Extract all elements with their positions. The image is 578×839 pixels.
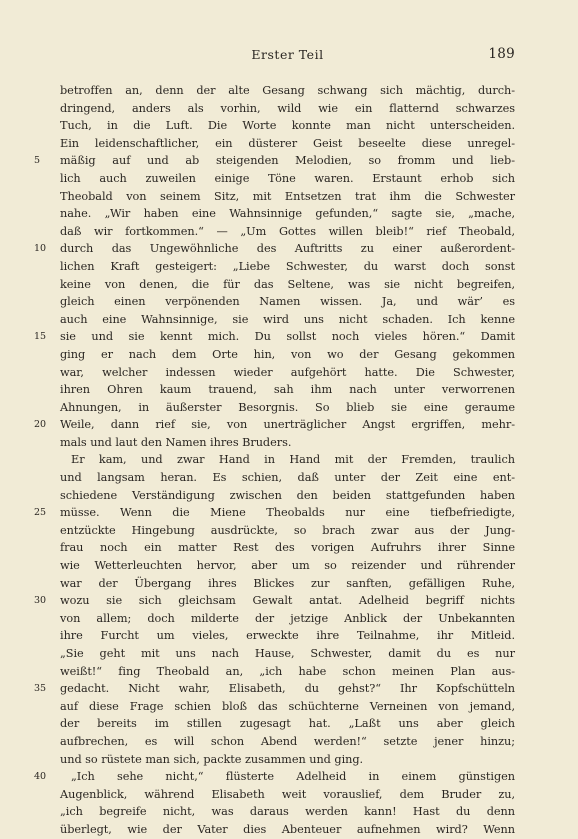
text-line xyxy=(60,733,515,751)
text-line xyxy=(60,399,515,417)
text-line xyxy=(60,293,515,311)
text-line xyxy=(60,751,515,769)
line-text: Ein leidenschaftlicher, ein düsterer Geist beseelte diese unregel- xyxy=(60,136,515,150)
line-number: 15 xyxy=(34,331,46,343)
text-line xyxy=(60,381,515,399)
text-line xyxy=(34,592,515,610)
text-line xyxy=(34,768,515,786)
line-text: Augenblick, während Elisabeth weit vorauslief, dem Bruder zu, xyxy=(60,787,515,801)
body-text xyxy=(34,82,515,839)
text-line xyxy=(60,223,515,241)
line-text: Er kam, und zwar Hand in Hand mit der Fremden, traulich xyxy=(71,453,515,467)
page-header xyxy=(60,47,515,65)
text-line xyxy=(60,346,515,364)
text-line xyxy=(60,311,515,329)
line-text: nahe. „Wir haben eine Wahnsinnige gefunden,“ sagte sie, „mache, xyxy=(60,207,515,221)
text-line xyxy=(60,487,515,505)
text-line xyxy=(60,645,515,663)
text-line xyxy=(60,715,515,733)
line-text: der bereits im stillen zugesagt hat. „Laßt uns aber gleich xyxy=(60,717,515,731)
line-text: Tuch, in die Luft. Die Worte konnte man nicht unterscheiden. xyxy=(60,119,515,133)
line-text: mäßig auf und ab steigenden Melodien, so fromm und lieb- xyxy=(60,154,515,168)
line-text: gleich einen verpönenden Namen wissen. Ja, und wär’ es xyxy=(60,295,515,309)
line-text: Theobald von seinem Sitz, mit Entsetzen trat ihm die Schwester xyxy=(60,189,515,203)
line-text: wie Wetterleuchten hervor, aber um so reizender und rührender xyxy=(60,559,515,573)
text-line xyxy=(60,100,515,118)
line-text: betroffen an, denn der alte Gesang schwang sich mächtig, durch- xyxy=(60,84,515,97)
line-text: lich auch zuweilen einige Töne waren. Erstaunt erhob sich xyxy=(60,171,515,185)
line-text: ging er nach dem Orte hin, von wo der Gesang gekommen xyxy=(60,347,515,361)
line-text: ihren Ohren kaum trauend, sah ihm nach unter verworrenen xyxy=(60,383,515,397)
text-line xyxy=(60,469,515,487)
text-line xyxy=(34,416,515,434)
line-text: gedacht. Nicht wahr, Elisabeth, du gehst?“ Ihr Kopfschütteln xyxy=(60,682,515,696)
text-line xyxy=(34,504,515,522)
text-line xyxy=(60,557,515,575)
text-line xyxy=(60,170,515,188)
text-line xyxy=(60,258,515,276)
page-number: 189 xyxy=(488,46,515,62)
line-text: „Sie geht mit uns nach Hause, Schwester, damit du es nur xyxy=(60,647,515,660)
line-text: „ich begreife nicht, was daraus werden kann! Hast du denn xyxy=(60,805,515,819)
text-line xyxy=(60,117,515,135)
line-text: und langsam heran. Es schien, daß unter der Zeit eine ent- xyxy=(60,471,515,485)
line-number: 20 xyxy=(34,419,46,431)
text-line xyxy=(60,610,515,628)
line-text: aufbrechen, es will schon Abend werden!“ setzte jener hinzu; xyxy=(60,734,515,748)
text-line xyxy=(60,135,515,153)
text-line xyxy=(34,240,515,258)
text-line xyxy=(60,364,515,382)
line-text: auch eine Wahnsinnige, sie wird uns nicht schaden. Ich kenne xyxy=(60,312,515,326)
line-text: dringend, anders als vorhin, wild wie ein flatternd schwarzes xyxy=(60,101,515,115)
line-text: mals und laut den Namen ihres Bruders. xyxy=(60,435,292,449)
line-text: frau noch ein matter Rest des vorigen Aufruhrs ihrer Sinne xyxy=(60,541,515,555)
line-number: 5 xyxy=(34,155,40,167)
line-text: ihre Furcht um vieles, erweckte ihre Teilnahme, ihr Mitleid. xyxy=(60,629,515,643)
line-number: 25 xyxy=(34,507,46,519)
text-line xyxy=(60,522,515,540)
line-text: müsse. Wenn die Miene Theobalds nur eine tiefbefriedigte, xyxy=(60,506,515,520)
line-text: Weile, dann rief sie, von unerträglicher Angst ergriffen, mehr- xyxy=(60,418,515,432)
line-text: war, welcher indessen wieder aufgehört hatte. Die Schwester, xyxy=(60,365,515,379)
line-text: und so rüstete man sich, packte zusammen und ging. xyxy=(60,752,364,766)
text-line xyxy=(60,451,515,469)
text-line xyxy=(60,803,515,821)
text-line xyxy=(60,698,515,716)
line-text: daß wir fortkommen.“ — „Um Gottes willen bleib!“ rief Theobald, xyxy=(60,224,515,238)
line-number: 35 xyxy=(34,683,46,695)
text-line xyxy=(60,276,515,294)
text-line xyxy=(60,786,515,804)
running-title: Erster Teil xyxy=(251,47,324,62)
line-number: 10 xyxy=(34,243,46,255)
line-text: „Ich sehe nicht,“ flüsterte Adelheid in einem günstigen xyxy=(71,770,515,784)
text-line xyxy=(60,205,515,223)
line-text: lichen Kraft gesteigert: „Liebe Schwester, du warst doch sonst xyxy=(60,259,515,273)
line-text: entzückte Hingebung ausdrückte, so brach zwar aus der Jung- xyxy=(60,523,515,537)
line-text: schiedene Verständigung zwischen den beiden stattgefunden haben xyxy=(60,488,515,502)
line-text: durch das Ungewöhnliche des Auftritts zu einer außerordent- xyxy=(60,242,515,256)
line-text: wozu sie sich gleichsam Gewalt antat. Adelheid begriff nichts xyxy=(60,594,515,608)
text-line xyxy=(60,663,515,681)
text-line xyxy=(60,627,515,645)
text-line xyxy=(34,152,515,170)
text-line xyxy=(60,539,515,557)
text-line xyxy=(60,821,515,839)
line-text: auf diese Frage schien bloß das schüchterne Verneinen von jemand, xyxy=(60,699,515,713)
text-line xyxy=(34,328,515,346)
line-text: weißt!“ fing Theobald an, „ich habe schon meinen Plan aus- xyxy=(60,664,515,678)
line-text: Ahnungen, in äußerster Besorgnis. So blieb sie eine geraume xyxy=(60,400,515,414)
line-text: keine von denen, die für das Seltene, was sie nicht begreifen, xyxy=(60,277,515,291)
text-line xyxy=(60,82,515,100)
line-text: überlegt, wie der Vater dies Abenteuer aufnehmen wird? Wenn xyxy=(60,822,515,836)
text-line xyxy=(60,188,515,206)
line-text: war der Übergang ihres Blickes zur sanften, gefälligen Ruhe, xyxy=(60,576,515,590)
text-line xyxy=(60,434,515,452)
line-number: 30 xyxy=(34,595,46,607)
line-text: von allem; doch milderte der jetzige Anblick der Unbekannten xyxy=(60,611,515,625)
text-line xyxy=(34,680,515,698)
line-number: 40 xyxy=(34,771,46,783)
line-text: sie und sie kennt mich. Du sollst noch vieles hören.“ Damit xyxy=(60,330,515,344)
text-line xyxy=(60,575,515,593)
